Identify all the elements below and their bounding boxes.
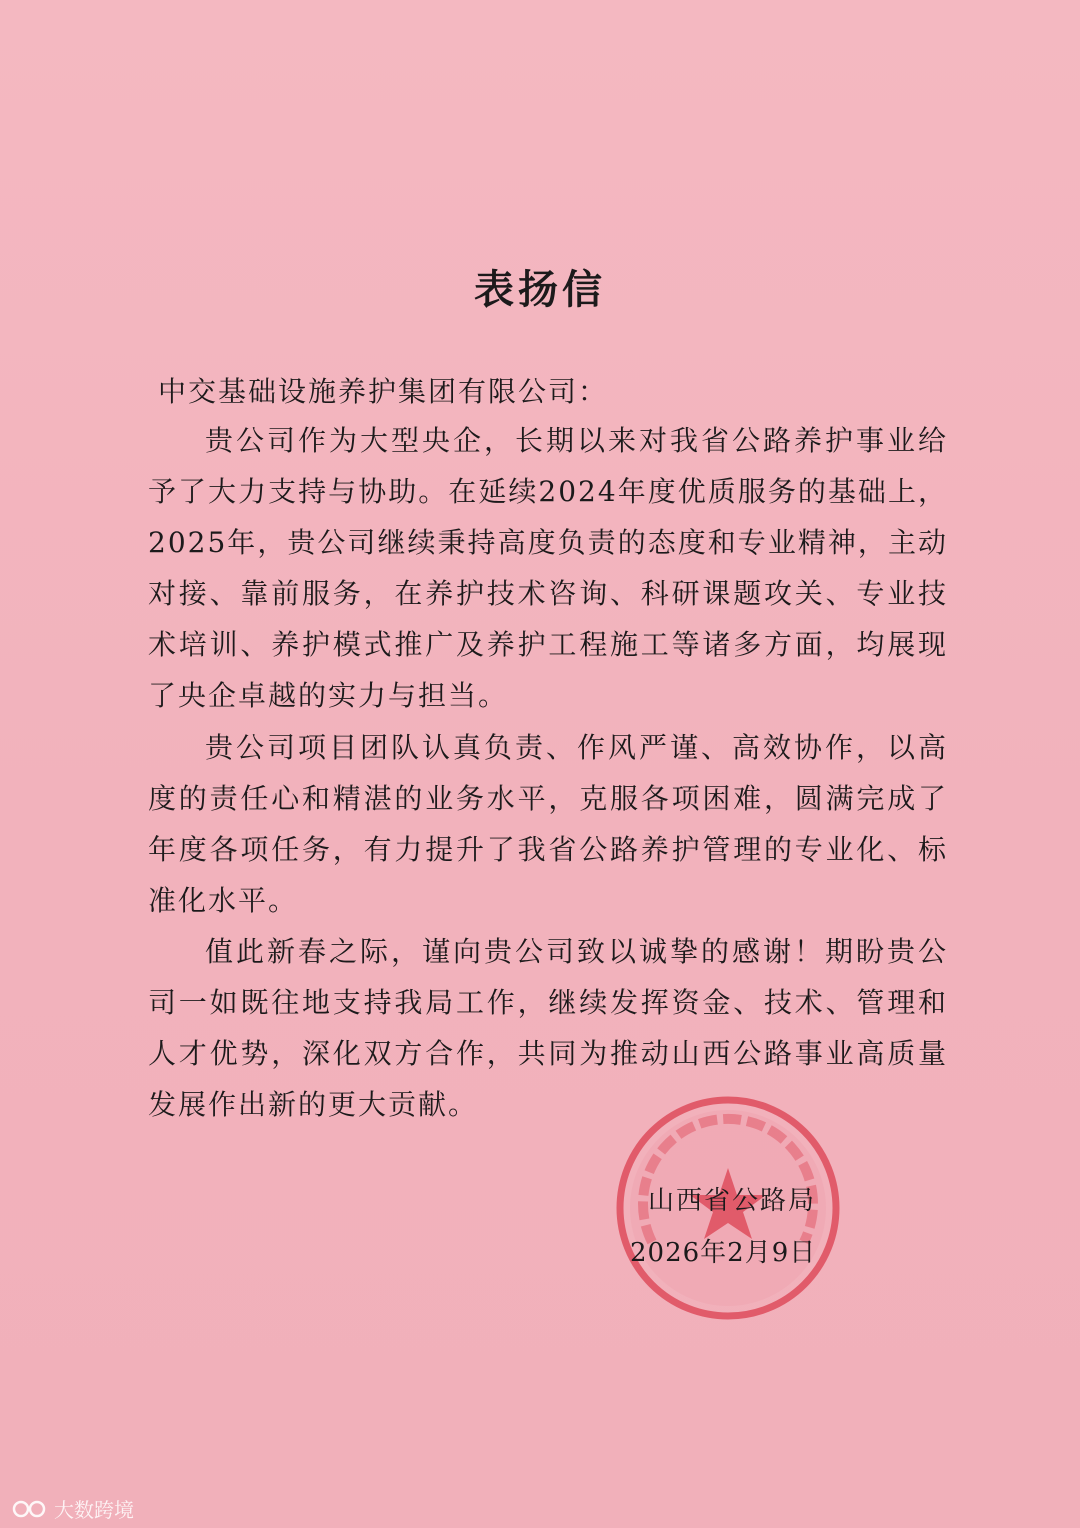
paragraph-text: 贵公司作为大型央企，长期以来对我省公路养护事业给予了大力支持与协助。在延续2024年度优质服务的基础上，2025年，贵公司继续秉持高度负责的态度和专业精神，主动对接、靠前服务，在养护技术咨询、科研课题攻关、专业技术培训、养护模式推广及养护工程施工等诸多方面，均展现了央企卓越的实力与担当。	[148, 424, 948, 712]
letter-date: 2026年2月9日	[630, 1238, 817, 1268]
letter-salutation: 中交基础设施养护集团有限公司：	[158, 375, 609, 408]
letter-title: 表扬信	[474, 266, 606, 313]
watermark	[12, 1494, 134, 1523]
logo-icon	[12, 1498, 48, 1520]
watermark-text: 大数跨境	[54, 1498, 134, 1522]
paragraph-text: 贵公司项目团队认真负责、作风严谨、高效协作，以高度的责任心和精湛的业务水平，克服各项困难，圆满完成了年度各项任务，有力提升了我省公路养护管理的专业化、标准化水平。	[148, 731, 948, 917]
letter-paragraph-2	[148, 722, 948, 926]
paragraph-text: 值此新春之际，谨向贵公司致以诚挚的感谢！期盼贵公司一如既往地支持我局工作，继续发挥资金、技术、管理和人才优势，深化双方合作，共同为推动山西公路事业高质量发展作出新的更大贡献。	[148, 935, 948, 1121]
letter-paragraph-1	[148, 415, 948, 721]
letter-signature: 山西省公路局	[648, 1186, 817, 1216]
